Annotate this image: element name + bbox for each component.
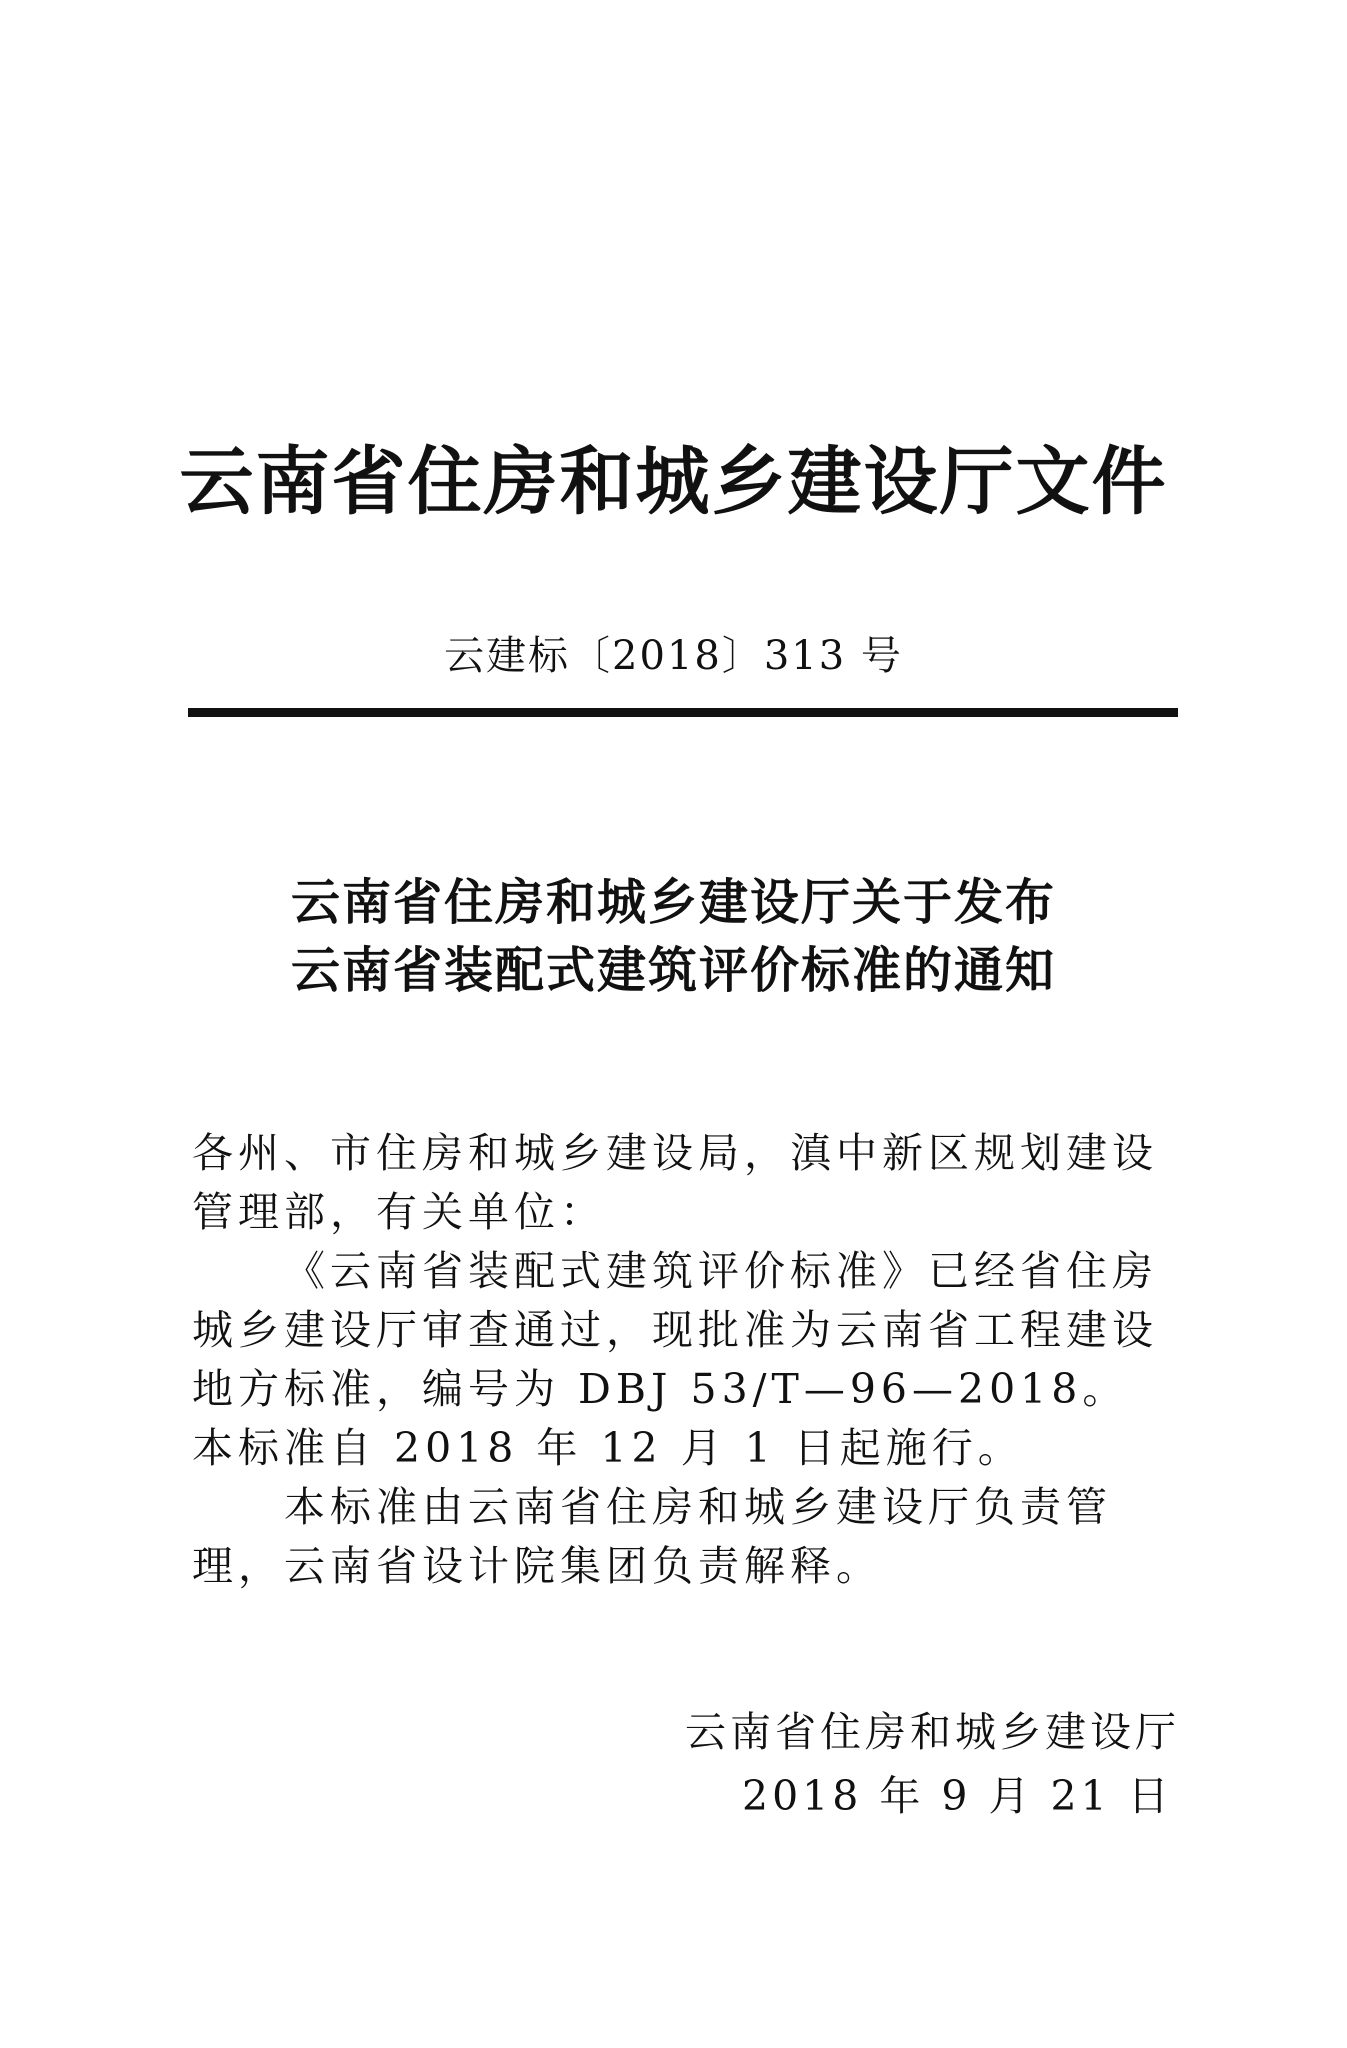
signature-block (600, 1700, 1180, 1828)
title-line-1: 云南省住房和城乡建设厅关于发布 (290, 873, 1056, 931)
header-divider (188, 708, 1178, 717)
signing-date: 2018 年 9 月 21 日 (742, 1772, 1173, 1820)
document-body (192, 1124, 1174, 1596)
issuer-header: 云南省住房和城乡建设厅文件 (179, 439, 1168, 525)
document-number: 云建标〔2018〕313 号 (444, 633, 903, 679)
signing-organization: 云南省住房和城乡建设厅 (685, 1708, 1180, 1756)
document-title (0, 868, 1347, 1004)
body-paragraph-1: 《云南省装配式建筑评价标准》已经省住房城乡建设厅审查通过，现批准为云南省工程建设地方标准，编号为 DBJ 53/T—96—2018。本标准自 2018 年 12 月 1 日起施行。 (192, 1247, 1158, 1472)
title-line-2: 云南省装配式建筑评价标准的通知 (290, 941, 1056, 999)
body-paragraph-2: 本标准由云南省住房和城乡建设厅负责管理，云南省设计院集团负责解释。 (192, 1483, 1112, 1590)
recipients: 各州、市住房和城乡建设局，滇中新区规划建设管理部，有关单位： (192, 1129, 1158, 1236)
